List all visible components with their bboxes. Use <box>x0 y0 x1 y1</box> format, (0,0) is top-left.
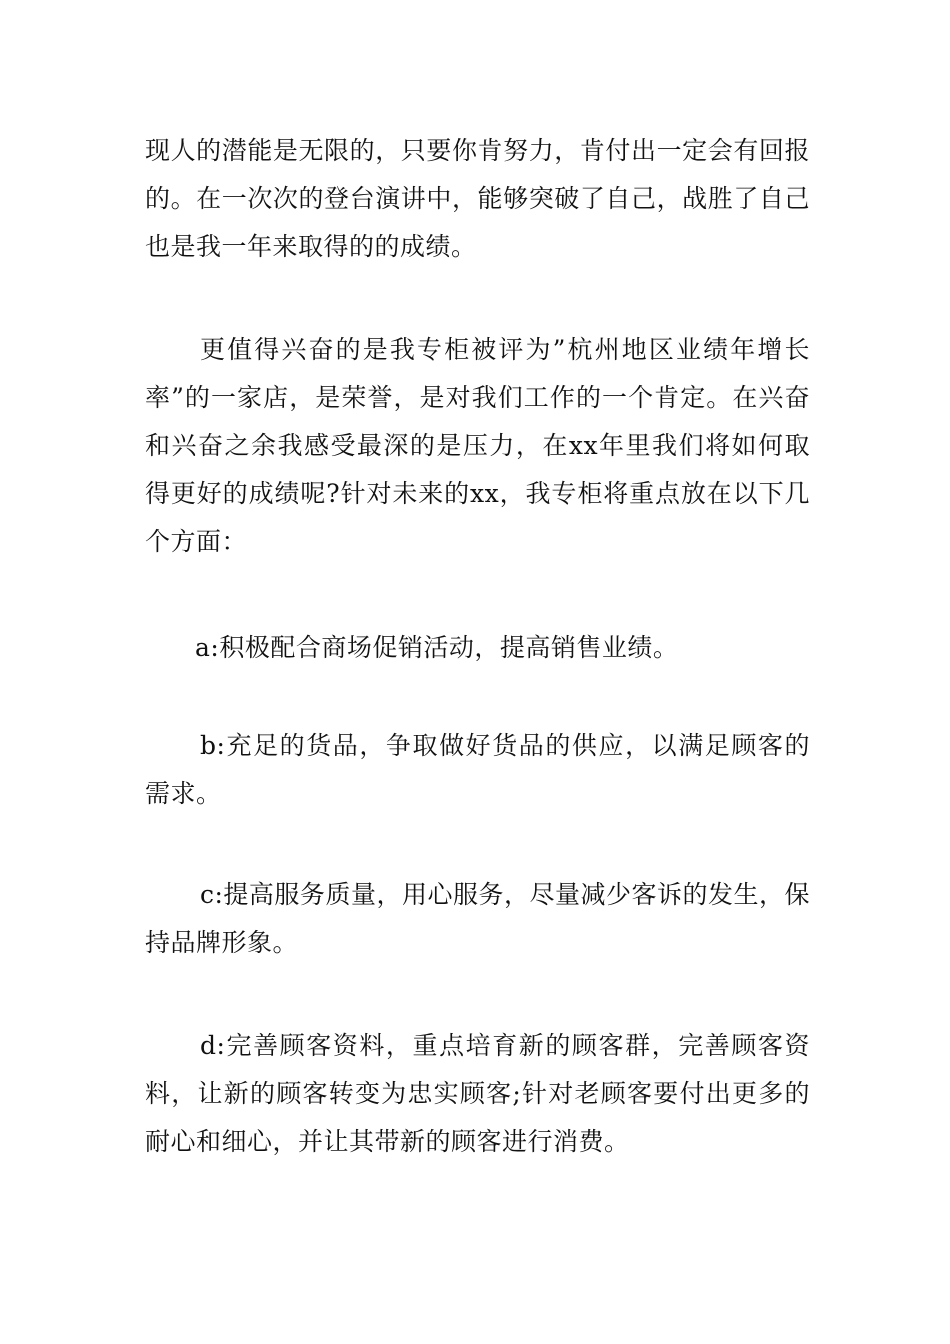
paragraph-item-c: c:提高服务质量，用心服务，尽量减少客诉的发生，保持品牌形象。 <box>145 880 810 957</box>
paragraph-item-d: d:完善顾客资料，重点培育新的顾客群，完善顾客资料，让新的顾客转变为忠实顾客;针对老顾客要付出更多的耐心和细心，并让其带新的顾客进行消费。 <box>145 1031 810 1156</box>
paragraph-honor: 更值得兴奋的是我专柜被评为”杭州地区业绩年增长率”的一家店，是荣誉，是对我们工作的一个肯定。在兴奋和兴奋之余我感受最深的是压力，在xx年里我们将如何取得更好的成绩呢?针对未来的xx，我专柜将重点放在以下几个方面： <box>145 335 810 556</box>
paragraph-intro: 现人的潜能是无限的，只要你肯努力，肯付出一定会有回报的。在一次次的登台演讲中，能够突破了自己，战胜了自己也是我一年来取得的的成绩。 <box>145 136 810 261</box>
paragraph-item-b: b:充足的货品，争取做好货品的供应，以满足顾客的需求。 <box>145 731 810 808</box>
paragraph-item-a: a:积极配合商场促销活动，提高销售业绩。 <box>195 633 679 662</box>
